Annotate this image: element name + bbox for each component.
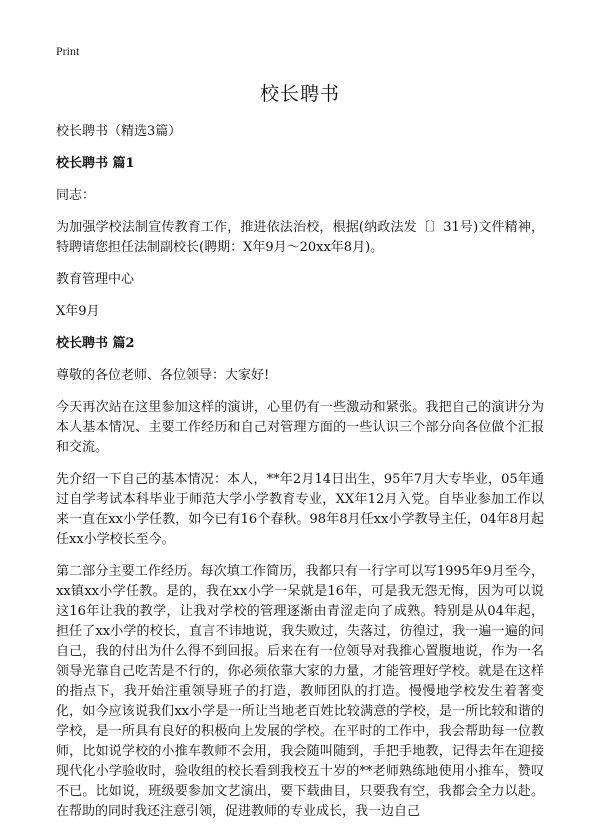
section2-para2: 先介绍一下自己的基本情况：本人，**年2月14日出生，95年7月大专毕业，05年通过自学考试本科毕业于师范大学小学教育专业，XX年12月入党。自毕业参加工作以来一直在xx小学任教，如今已有16个春秋。98年8月任xx小学教导主任，04年8月起任xx小学校长至今。 [56,472,544,547]
section2-heading: 校长聘书 篇2 [56,336,135,351]
section1-org: 教育管理中心 [56,272,135,287]
section2-greeting: 尊敬的各位老师、各位领导：大家好! [56,368,270,383]
section2-para1: 今天再次站在这里参加这样的演讲，心里仍有一些激动和紧张。我把自己的演讲分为本人基本情况、主要工作经历和自己对管理方面的一些认识三个部分向各位做个汇报和交流。 [56,400,544,455]
document-title: 校长聘书 [259,83,340,105]
document-subtitle: 校长聘书（精选3篇） [56,124,182,139]
print-link[interactable]: Print [56,44,80,58]
section1-heading: 校长聘书 篇1 [56,156,135,171]
section1-body: 为加强学校法制宣传教育工作，推进依法治校，根据(纳政法发〔〕31号)文件精神，特聘请您担任法制副校长(聘期：X年9月～20xx年8月)。 [56,220,544,255]
section1-date: X年9月 [56,304,100,319]
section1-greeting: 同志： [56,188,96,203]
section2-para3: 第二部分主要工作经历。每次填工作简历，我都只有一行字可以写1995年9月至今，xx镇xx小学任教。是的，我在xx小学一呆就是16年，可是我无怨无悔，因为可以说这16年让我的教学，让我对学校的管理逐渐由青涩走向了成熟。特别是从04年起，担任了xx小学的校长，直言不讳地说，我失败过，失落过，彷徨过，我一遍一遍的问自己，我的付出为什么得不到回报。后来在有一位领导对我推心置腹地说，作为一名领导光靠自己吃苦是不行的，你必须依靠大家的力量，才能管理好学校。就是在这样的指点下，我开始注重领导班子的打造，教师团队的打造。慢慢地学校发生着著变化，如今应该说我们xx小学是一所让当地老百姓比较满意的学校，是一所比较和谐的学校，是一所具有良好的积极向上发展的学校。在平时的工作中，我会帮助每一位教师，比如说学校的小推车教师不会用，我会随叫随到，手把手地教，记得去年在迎接现代化小学验收时，验收组的校长看到我校五十岁的**老师熟练地使用小推车，赞叹不已。比如说，班级要参加文艺演出，要下载曲目，只要我有空，我都会全力以赴。在帮助的同时我还注意引领，促进教师的专业成长，我一边自己 [56,564,544,819]
